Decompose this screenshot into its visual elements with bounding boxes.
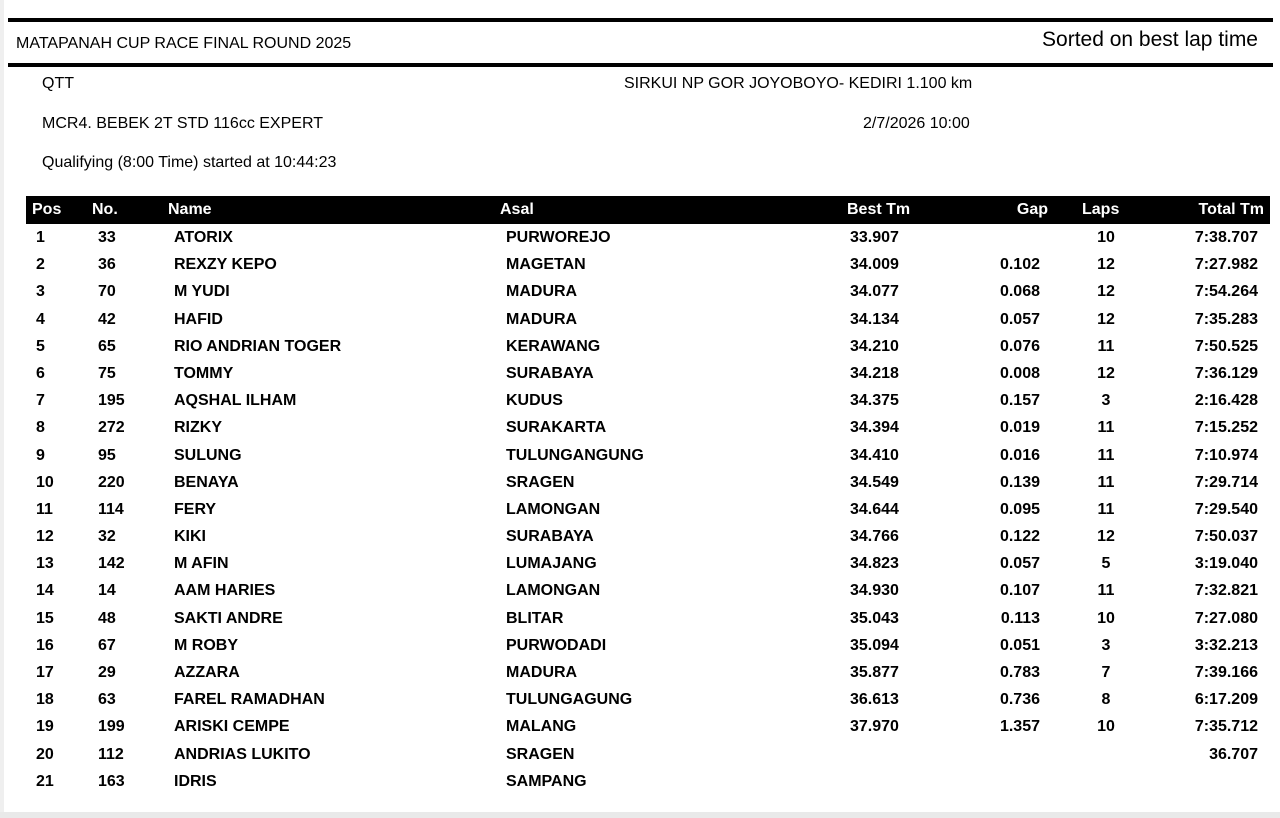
cell-gap: 0.783 <box>999 664 1040 681</box>
cell-laps: 11 <box>1097 473 1115 491</box>
cell-name: ANDRIAS LUKITO <box>174 745 311 763</box>
table-row <box>0 389 1280 416</box>
cell-no: 14 <box>98 582 116 600</box>
cell-name: AAM HARIES <box>174 582 276 600</box>
cell-pos: 4 <box>36 310 45 328</box>
cell-no: 70 <box>98 283 116 301</box>
col-header-best: Best Tm <box>847 201 911 218</box>
cell-best: 34.375 <box>850 392 899 410</box>
cell-asal: SURABAYA <box>506 364 594 382</box>
cell-name: BENAYA <box>174 473 239 491</box>
cell-laps: 11 <box>1097 337 1115 355</box>
cell-no: 65 <box>98 337 116 355</box>
cell-laps: 3 <box>1101 636 1111 654</box>
cell-asal: SRAGEN <box>506 745 575 763</box>
cell-gap: 0.057 <box>999 555 1040 573</box>
cell-asal: TULUNGAGUNG <box>506 691 633 709</box>
cell-pos: 21 <box>36 772 54 790</box>
event-title: MATAPANAH CUP RACE FINAL ROUND 2025 <box>16 35 352 52</box>
cell-best: 34.644 <box>850 500 899 518</box>
cell-pos: 7 <box>36 392 45 410</box>
cell-gap: 0.113 <box>1000 609 1040 627</box>
table-row <box>0 471 1280 498</box>
table-row <box>0 525 1280 552</box>
cell-asal: PURWODADI <box>506 636 607 654</box>
cell-asal: SAMPANG <box>506 772 587 790</box>
cell-total: 7:54.264 <box>1194 283 1258 301</box>
cell-name: M ROBY <box>174 636 238 654</box>
cell-laps: 10 <box>1097 229 1115 246</box>
cell-pos: 10 <box>36 473 54 491</box>
cell-laps: 12 <box>1097 256 1115 274</box>
cell-total: 3:19.040 <box>1194 555 1258 573</box>
cell-best: 36.613 <box>850 691 899 709</box>
table-row <box>0 416 1280 443</box>
cell-no: 63 <box>98 691 116 709</box>
cell-pos: 2 <box>36 256 45 274</box>
cell-name: RIO ANDRIAN TOGER <box>174 337 342 355</box>
cell-pos: 20 <box>36 745 54 763</box>
cell-total: 7:38.707 <box>1194 229 1258 246</box>
cell-best: 34.930 <box>850 582 899 600</box>
cell-pos: 12 <box>36 528 54 546</box>
cell-no: 33 <box>98 229 116 246</box>
cell-name: HAFID <box>174 310 223 328</box>
cell-best: 34.210 <box>850 337 899 355</box>
cell-gap: 0.051 <box>999 636 1040 654</box>
cell-pos: 6 <box>36 364 45 382</box>
cell-best: 34.394 <box>850 419 899 437</box>
cell-no: 42 <box>98 310 116 328</box>
cell-name: ARISKI CEMPE <box>174 718 290 736</box>
cell-total: 7:35.283 <box>1194 310 1258 328</box>
cell-best: 34.410 <box>850 446 899 464</box>
cell-gap: 0.107 <box>999 582 1040 600</box>
cell-laps: 11 <box>1097 419 1115 437</box>
cell-total: 7:35.712 <box>1194 718 1258 736</box>
cell-laps: 11 <box>1097 446 1115 464</box>
table-row <box>0 688 1280 715</box>
header-rule <box>8 63 1273 67</box>
cell-no: 163 <box>98 772 125 790</box>
cell-total: 7:10.974 <box>1194 446 1258 464</box>
cell-no: 48 <box>98 609 116 627</box>
col-header-no: No. <box>92 201 118 218</box>
cell-no: 199 <box>98 718 125 736</box>
table-row <box>0 552 1280 579</box>
cell-total: 6:17.209 <box>1194 691 1258 709</box>
col-header-gap: Gap <box>1016 201 1048 218</box>
cell-laps: 8 <box>1101 691 1111 709</box>
class-label: MCR4. BEBEK 2T STD 116cc EXPERT <box>42 115 323 132</box>
cell-pos: 8 <box>36 419 45 437</box>
cell-best: 35.094 <box>850 636 899 654</box>
cell-gap: 0.068 <box>999 283 1040 301</box>
cell-laps: 12 <box>1097 310 1115 328</box>
cell-no: 75 <box>98 364 116 382</box>
cell-best: 34.077 <box>850 283 899 301</box>
cell-no: 95 <box>98 446 116 464</box>
results-table-body <box>0 226 1280 797</box>
cell-laps: 11 <box>1097 582 1115 600</box>
col-header-name: Name <box>168 201 212 218</box>
cell-name: SAKTI ANDRE <box>174 609 283 627</box>
table-header <box>26 196 1270 224</box>
cell-laps: 10 <box>1097 718 1115 736</box>
cell-name: AZZARA <box>174 664 240 681</box>
cell-laps: 7 <box>1101 664 1111 681</box>
cell-best: 34.009 <box>850 256 899 274</box>
cell-total: 36.707 <box>1209 745 1258 763</box>
cell-gap: 1.357 <box>999 718 1040 736</box>
cell-name: KIKI <box>174 528 206 546</box>
cell-total: 7:27.080 <box>1194 609 1258 627</box>
cell-pos: 17 <box>36 664 54 681</box>
cell-asal: KERAWANG <box>506 337 601 355</box>
cell-no: 36 <box>98 256 116 274</box>
cell-gap: 0.736 <box>999 691 1040 709</box>
cell-laps: 12 <box>1097 364 1115 382</box>
cell-best: 37.970 <box>850 718 899 736</box>
cell-gap: 0.102 <box>999 256 1040 274</box>
cell-name: RIZKY <box>174 419 222 437</box>
qualifying-label: Qualifying (8:00 Time) started at 10:44:23 <box>42 154 337 171</box>
cell-pos: 5 <box>36 337 45 355</box>
cell-best: 34.766 <box>850 528 899 546</box>
cell-no: 32 <box>98 528 116 546</box>
cell-name: FAREL RAMADHAN <box>174 691 325 709</box>
cell-asal: SURABAYA <box>506 528 594 546</box>
session-label: QTT <box>42 75 74 92</box>
cell-laps: 12 <box>1097 528 1115 546</box>
cell-no: 195 <box>98 392 125 410</box>
table-row <box>0 335 1280 362</box>
table-row <box>0 226 1280 253</box>
cell-name: FERY <box>174 500 217 518</box>
cell-gap: 0.057 <box>999 310 1040 328</box>
cell-total: 7:29.714 <box>1194 473 1258 491</box>
cell-laps: 11 <box>1097 500 1115 518</box>
cell-gap: 0.019 <box>999 419 1040 437</box>
cell-best: 34.218 <box>850 364 899 382</box>
cell-no: 220 <box>98 473 125 491</box>
page-bottom-edge <box>0 812 1280 818</box>
cell-name: SULUNG <box>174 446 242 464</box>
cell-laps: 10 <box>1097 609 1115 627</box>
cell-best: 35.877 <box>850 664 899 681</box>
cell-pos: 14 <box>36 582 54 600</box>
cell-asal: MALANG <box>506 718 577 736</box>
cell-best: 34.134 <box>850 310 899 328</box>
cell-asal: KUDUS <box>506 392 563 410</box>
date-label: 2/7/2026 10:00 <box>863 115 970 132</box>
table-row <box>0 498 1280 525</box>
cell-asal: LAMONGAN <box>506 582 601 600</box>
table-row <box>0 770 1280 797</box>
cell-gap: 0.008 <box>999 364 1040 382</box>
col-header-pos: Pos <box>32 201 62 218</box>
cell-no: 29 <box>98 664 116 681</box>
cell-best: 35.043 <box>850 609 899 627</box>
table-row <box>0 579 1280 606</box>
cell-total: 7:29.540 <box>1194 500 1258 518</box>
cell-no: 67 <box>98 636 116 654</box>
cell-name: M YUDI <box>174 283 230 301</box>
cell-pos: 1 <box>36 229 45 246</box>
table-row <box>0 743 1280 770</box>
cell-pos: 11 <box>36 500 53 518</box>
cell-pos: 18 <box>36 691 54 709</box>
cell-total: 7:15.252 <box>1194 419 1258 437</box>
cell-asal: PURWOREJO <box>506 229 611 246</box>
cell-total: 3:32.213 <box>1194 636 1258 654</box>
cell-name: IDRIS <box>174 772 217 790</box>
table-row <box>0 444 1280 471</box>
cell-total: 7:39.166 <box>1194 664 1258 681</box>
cell-total: 7:36.129 <box>1194 364 1258 382</box>
table-row <box>0 308 1280 335</box>
cell-pos: 9 <box>36 446 45 464</box>
cell-total: 2:16.428 <box>1194 392 1258 410</box>
cell-no: 112 <box>98 745 124 763</box>
cell-name: AQSHAL ILHAM <box>174 392 297 410</box>
cell-asal: SURAKARTA <box>506 419 607 437</box>
cell-no: 142 <box>98 555 125 573</box>
col-header-laps: Laps <box>1082 201 1120 218</box>
cell-laps: 3 <box>1101 392 1111 410</box>
cell-gap: 0.157 <box>999 392 1040 410</box>
cell-gap: 0.095 <box>999 500 1040 518</box>
cell-gap: 0.076 <box>999 337 1040 355</box>
col-header-asal: Asal <box>500 201 534 218</box>
cell-laps: 12 <box>1097 283 1115 301</box>
col-header-total: Total Tm <box>1198 201 1264 218</box>
sort-label: Sorted on best lap time <box>1042 28 1258 51</box>
table-row <box>0 607 1280 634</box>
cell-gap: 0.016 <box>999 446 1040 464</box>
cell-asal: LAMONGAN <box>506 500 601 518</box>
table-row <box>0 634 1280 661</box>
cell-total: 7:50.037 <box>1194 528 1258 546</box>
cell-no: 272 <box>98 419 125 437</box>
cell-name: TOMMY <box>174 364 234 382</box>
table-row <box>0 715 1280 742</box>
cell-best: 34.823 <box>850 555 899 573</box>
table-row <box>0 280 1280 307</box>
cell-gap: 0.122 <box>999 528 1040 546</box>
cell-pos: 13 <box>36 555 54 573</box>
cell-best: 33.907 <box>850 229 899 246</box>
cell-total: 7:50.525 <box>1194 337 1258 355</box>
table-row <box>0 253 1280 280</box>
cell-asal: MAGETAN <box>506 256 586 274</box>
table-row <box>0 362 1280 389</box>
cell-name: REXZY KEPO <box>174 256 277 274</box>
circuit-label: SIRKUI NP GOR JOYOBOYO- KEDIRI 1.100 km <box>624 75 973 92</box>
cell-laps: 5 <box>1101 555 1111 573</box>
cell-asal: TULUNGANGUNG <box>506 446 644 464</box>
cell-asal: MADURA <box>506 283 578 301</box>
cell-name: ATORIX <box>174 229 233 246</box>
cell-total: 7:27.982 <box>1194 256 1258 274</box>
cell-total: 7:32.821 <box>1194 582 1258 600</box>
cell-pos: 3 <box>36 283 45 301</box>
cell-asal: MADURA <box>506 310 578 328</box>
cell-pos: 15 <box>36 609 54 627</box>
cell-asal: LUMAJANG <box>506 555 597 573</box>
cell-asal: SRAGEN <box>506 473 575 491</box>
cell-pos: 19 <box>36 718 54 736</box>
top-rule <box>8 18 1273 22</box>
cell-best: 34.549 <box>850 473 899 491</box>
cell-pos: 16 <box>36 636 54 654</box>
cell-asal: BLITAR <box>506 609 564 627</box>
cell-gap: 0.139 <box>999 473 1040 491</box>
table-row <box>0 661 1280 688</box>
cell-name: M AFIN <box>174 555 229 573</box>
cell-no: 114 <box>98 500 124 518</box>
cell-asal: MADURA <box>506 664 578 681</box>
